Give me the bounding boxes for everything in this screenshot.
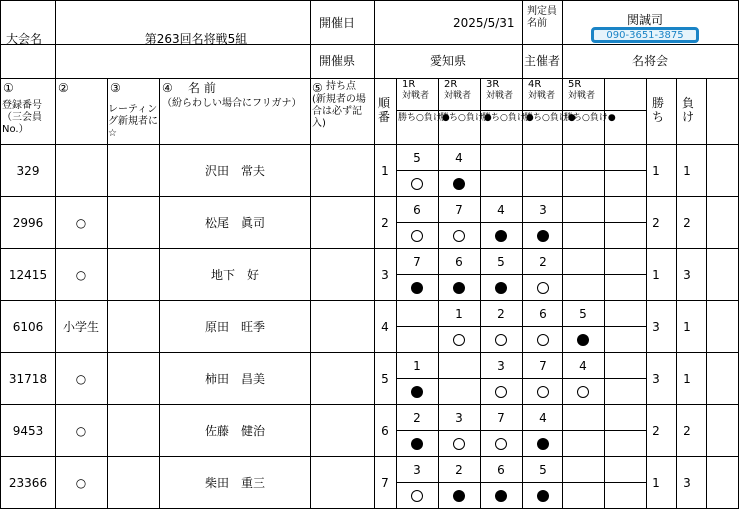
junban-label: 順番 [378, 96, 391, 124]
taisensha-label: 対戦者 [444, 91, 472, 101]
grid-line [438, 78, 439, 509]
col3-label: レーティング新規者に☆ [108, 104, 158, 139]
grid-line [310, 0, 311, 509]
taikai-value: 第263回名将戦5組 [144, 32, 248, 46]
grid-line [522, 0, 523, 509]
opponent-number: 7 [539, 359, 547, 373]
grid-line [0, 0, 1, 509]
player-name: 地下 好 [210, 268, 260, 282]
registration-number: 329 [16, 164, 40, 178]
round-header-2: 2R [444, 79, 458, 90]
katimake-label: 勝ち○負け● [398, 113, 450, 123]
player-name: 松尾 眞司 [204, 216, 266, 230]
kaisaiken-value: 愛知県 [429, 54, 467, 68]
loss-count: 1 [683, 164, 691, 178]
opponent-number: 4 [455, 151, 463, 165]
col4-number: ④ [162, 81, 173, 95]
loss-mark [411, 282, 423, 294]
col3-number: ③ [110, 81, 121, 95]
shusaisha-value: 名将会 [631, 54, 669, 68]
opponent-number: 5 [413, 151, 421, 165]
order-number: 2 [381, 216, 389, 230]
opponent-number: 3 [413, 463, 421, 477]
opponent-number: 5 [579, 307, 587, 321]
grid-line [107, 78, 108, 509]
col4-label: 名 前 [188, 81, 216, 95]
note-cell: ○ [75, 476, 87, 490]
registration-number: 2996 [12, 216, 44, 230]
grid-line [396, 78, 397, 509]
taikai-label: 大会名 [6, 32, 43, 46]
grid-line [396, 378, 646, 379]
order-number: 3 [381, 268, 389, 282]
grid-line [396, 274, 646, 275]
contact-masked: 090-3651-3875 [606, 30, 684, 41]
taisensha-label: 対戦者 [528, 91, 556, 101]
loss-mark [537, 490, 549, 502]
grid-line [0, 0, 739, 1]
player-name: 沢田 常夫 [204, 164, 266, 178]
opponent-number: 7 [497, 411, 505, 425]
win-mark [453, 334, 465, 346]
win-mark [453, 230, 465, 242]
win-count: 2 [652, 216, 660, 230]
hantei-value: 関誠司 [627, 13, 664, 27]
grid-line [396, 430, 646, 431]
win-mark [495, 334, 507, 346]
grid-line [0, 404, 739, 405]
win-mark [537, 386, 549, 398]
win-mark [411, 230, 423, 242]
round-header-5: 5R [568, 79, 582, 90]
player-name: 佐藤 健治 [204, 424, 266, 438]
loss-count: 1 [683, 372, 691, 386]
win-mark [495, 438, 507, 450]
loss-mark [495, 282, 507, 294]
opponent-number: 6 [539, 307, 547, 321]
loss-mark [495, 230, 507, 242]
col1-label: 登録番号（三会員No.） [2, 100, 42, 135]
grid-line [480, 78, 481, 509]
col1-number: ① [3, 81, 14, 95]
kachi-label: 勝ち [652, 96, 665, 124]
win-mark [577, 386, 589, 398]
win-count: 2 [652, 424, 660, 438]
win-mark [537, 334, 549, 346]
grid-line [562, 0, 563, 509]
win-count: 3 [652, 372, 660, 386]
grid-line [396, 326, 646, 327]
order-number: 1 [381, 164, 389, 178]
opponent-number: 6 [413, 203, 421, 217]
kaisaibi-value: 2025/5/31 [453, 16, 515, 30]
opponent-number: 2 [497, 307, 505, 321]
opponent-number: 1 [455, 307, 463, 321]
col5-label: 持ち点 [326, 81, 356, 92]
kaisaiken-label: 開催県 [319, 54, 356, 68]
win-count: 1 [652, 268, 660, 282]
taisensha-label: 対戦者 [402, 91, 430, 101]
make-label: 負け [682, 96, 695, 124]
player-name: 柴田 重三 [204, 476, 266, 490]
loss-mark [411, 438, 423, 450]
kaisaibi-label: 開催日 [319, 16, 356, 30]
registration-number: 9453 [12, 424, 44, 438]
win-mark [411, 178, 423, 190]
grid-line [159, 78, 160, 509]
registration-number: 23366 [8, 476, 48, 490]
win-mark [411, 490, 423, 502]
win-mark [537, 282, 549, 294]
round-header-3: 3R [486, 79, 500, 90]
grid-line [374, 0, 375, 44]
katimake-label: 勝ち○負け● [482, 113, 534, 123]
loss-mark [537, 230, 549, 242]
grid-line [55, 0, 56, 509]
loss-count: 1 [683, 320, 691, 334]
opponent-number: 3 [455, 411, 463, 425]
win-count: 1 [652, 164, 660, 178]
opponent-number: 2 [413, 411, 421, 425]
grid-line [0, 352, 739, 353]
opponent-number: 6 [497, 463, 505, 477]
grid-line [374, 44, 375, 78]
katimake-label: 勝ち○負け● [440, 113, 492, 123]
grid-line [604, 78, 605, 509]
opponent-number: 2 [539, 255, 547, 269]
opponent-number: 2 [455, 463, 463, 477]
registration-number: 31718 [8, 372, 48, 386]
grid-line [0, 508, 739, 509]
order-number: 5 [381, 372, 389, 386]
opponent-number: 4 [579, 359, 587, 373]
note-cell: 小学生 [62, 320, 100, 334]
order-number: 4 [381, 320, 389, 334]
grid-line [396, 110, 646, 111]
grid-line [374, 78, 375, 509]
loss-mark [411, 386, 423, 398]
loss-mark [495, 490, 507, 502]
win-count: 1 [652, 476, 660, 490]
grid-line [0, 196, 739, 197]
grid-line [0, 300, 739, 301]
grid-line [396, 222, 646, 223]
note-cell: ○ [75, 424, 87, 438]
order-number: 7 [381, 476, 389, 490]
loss-count: 2 [683, 424, 691, 438]
katimake-label: 勝ち○負け● [564, 113, 616, 123]
col5-number: ⑤ [312, 81, 323, 95]
col2-number: ② [58, 81, 69, 95]
katimake-label: 勝ち○負け● [524, 113, 576, 123]
grid-line [676, 78, 677, 509]
opponent-number: 3 [497, 359, 505, 373]
win-count: 3 [652, 320, 660, 334]
round-header-4: 4R [528, 79, 542, 90]
taisensha-label: 対戦者 [486, 91, 514, 101]
loss-count: 2 [683, 216, 691, 230]
note-cell: ○ [75, 216, 87, 230]
opponent-number: 5 [539, 463, 547, 477]
opponent-number: 6 [455, 255, 463, 269]
note-cell: ○ [75, 268, 87, 282]
shusaisha-label: 主催者 [524, 54, 561, 68]
opponent-number: 7 [455, 203, 463, 217]
opponent-number: 4 [539, 411, 547, 425]
loss-mark [453, 178, 465, 190]
loss-mark [453, 282, 465, 294]
loss-mark [537, 438, 549, 450]
grid-line [0, 456, 739, 457]
grid-line [396, 482, 646, 483]
opponent-number: 1 [413, 359, 421, 373]
registration-number: 12415 [8, 268, 48, 282]
win-mark [453, 438, 465, 450]
loss-mark [453, 490, 465, 502]
note-cell: ○ [75, 372, 87, 386]
player-name: 柿田 昌美 [204, 372, 266, 386]
loss-count: 3 [683, 476, 691, 490]
loss-count: 3 [683, 268, 691, 282]
col5-sub: (新規者の場合は必ず記入) [312, 94, 366, 129]
grid-line [0, 44, 739, 45]
grid-line [0, 78, 739, 79]
loss-mark [577, 334, 589, 346]
hantei-label: 判定員名前 [527, 6, 557, 29]
grid-line [396, 170, 646, 171]
opponent-number: 5 [497, 255, 505, 269]
win-mark [495, 386, 507, 398]
round-header-1: 1R [402, 79, 416, 90]
taisensha-label: 対戦者 [568, 91, 596, 101]
col4-sub: （紛らわしい場合にフリガナ） [162, 98, 302, 109]
order-number: 6 [381, 424, 389, 438]
grid-line [646, 78, 647, 509]
grid-line [0, 144, 739, 145]
registration-number: 6106 [12, 320, 44, 334]
opponent-number: 3 [539, 203, 547, 217]
grid-line [0, 248, 739, 249]
opponent-number: 7 [413, 255, 421, 269]
grid-line [706, 78, 707, 509]
player-name: 原田 旺季 [204, 320, 266, 334]
opponent-number: 4 [497, 203, 505, 217]
